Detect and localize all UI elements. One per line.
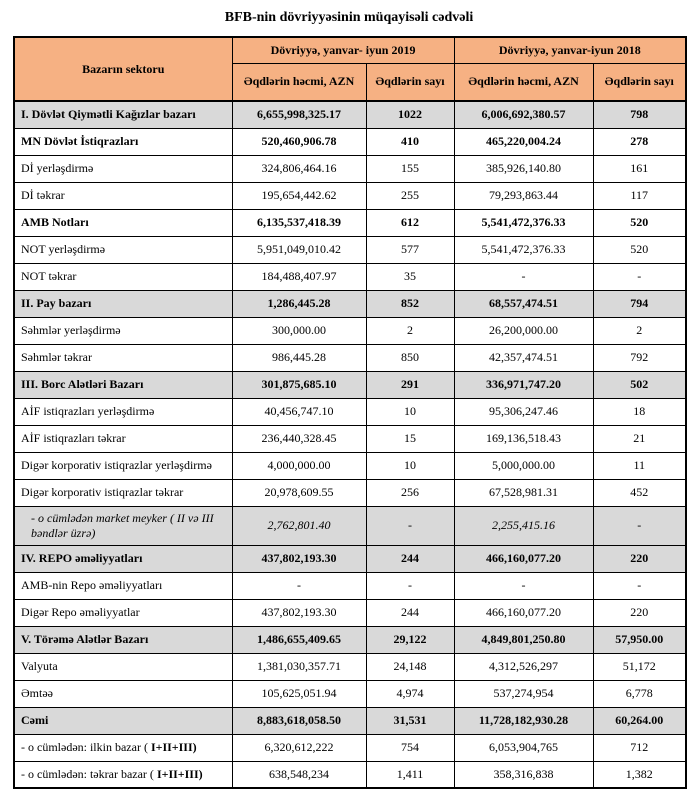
- table-row: [14, 344, 686, 371]
- row-label-bold-suffix: I+II+III): [147, 740, 197, 754]
- cell-count-2019: 410: [366, 128, 454, 155]
- row-label: Valyuta: [14, 653, 232, 680]
- cell-volume-2019: 105,625,051.94: [232, 680, 366, 707]
- row-label: AİF istiqrazları təkrar: [14, 425, 232, 452]
- cell-volume-2018: 67,528,981.31: [454, 479, 593, 506]
- cell-volume-2019: 520,460,906.78: [232, 128, 366, 155]
- cell-count-2019: 1,411: [366, 761, 454, 788]
- col-header-count-2018: Əqdlərin sayı: [593, 63, 686, 101]
- cell-count-2019: 10: [366, 452, 454, 479]
- cell-volume-2018: 26,200,000.00: [454, 317, 593, 344]
- col-header-group-2018: Dövriyyə, yanvar-iyun 2018: [454, 37, 686, 63]
- cell-volume-2019: 6,655,998,325.17: [232, 101, 366, 128]
- table-row: [14, 155, 686, 182]
- table-row: [14, 761, 686, 788]
- cell-volume-2019: 6,320,612,222: [232, 734, 366, 761]
- table-row: [14, 680, 686, 707]
- cell-count-2019: 1022: [366, 101, 454, 128]
- cell-count-2019: 754: [366, 734, 454, 761]
- cell-volume-2018: 5,541,472,376.33: [454, 209, 593, 236]
- cell-volume-2018: 4,849,801,250.80: [454, 626, 593, 653]
- cell-count-2018: 278: [593, 128, 686, 155]
- cell-count-2018: 1,382: [593, 761, 686, 788]
- table-row: [14, 101, 686, 128]
- cell-volume-2018: 336,971,747.20: [454, 371, 593, 398]
- row-label: - o cümlədən: ilkin bazar ( I+II+III): [14, 734, 232, 761]
- cell-volume-2018: -: [454, 263, 593, 290]
- row-label: I. Dövlət Qiymətli Kağızlar bazarı: [14, 101, 232, 128]
- cell-volume-2019: 300,000.00: [232, 317, 366, 344]
- cell-count-2019: 31,531: [366, 707, 454, 734]
- cell-count-2018: 220: [593, 545, 686, 572]
- row-label: MN Dövlət İstiqrazları: [14, 128, 232, 155]
- cell-count-2018: -: [593, 572, 686, 599]
- cell-volume-2019: 986,445.28: [232, 344, 366, 371]
- header-group-row: [14, 37, 686, 63]
- table-row: [14, 707, 686, 734]
- cell-volume-2019: 1,486,655,409.65: [232, 626, 366, 653]
- cell-count-2018: 11: [593, 452, 686, 479]
- cell-count-2018: 794: [593, 290, 686, 317]
- cell-count-2018: -: [593, 506, 686, 545]
- col-header-sector: Bazarın sektoru: [14, 37, 232, 101]
- cell-count-2019: 256: [366, 479, 454, 506]
- table-row: [14, 209, 686, 236]
- cell-volume-2019: 5,951,049,010.42: [232, 236, 366, 263]
- row-label: Dİ yerləşdirmə: [14, 155, 232, 182]
- row-label: IV. REPO əməliyyatları: [14, 545, 232, 572]
- row-label: NOT yerləşdirmə: [14, 236, 232, 263]
- cell-volume-2018: 42,357,474.51: [454, 344, 593, 371]
- cell-count-2018: 21: [593, 425, 686, 452]
- cell-count-2018: 117: [593, 182, 686, 209]
- row-label: AMB Notları: [14, 209, 232, 236]
- cell-volume-2018: 79,293,863.44: [454, 182, 593, 209]
- row-label: Əmtəə: [14, 680, 232, 707]
- row-label: III. Borc Alətləri Bazarı: [14, 371, 232, 398]
- row-label-bold-suffix: I+II+III): [153, 766, 203, 781]
- row-label: Digər Repo əməliyyatlar: [14, 599, 232, 626]
- cell-count-2018: 712: [593, 734, 686, 761]
- cell-count-2018: 452: [593, 479, 686, 506]
- cell-volume-2018: 6,053,904,765: [454, 734, 593, 761]
- cell-volume-2019: 638,548,234: [232, 761, 366, 788]
- cell-count-2018: 57,950.00: [593, 626, 686, 653]
- cell-volume-2018: -: [454, 572, 593, 599]
- cell-volume-2018: 95,306,247.46: [454, 398, 593, 425]
- cell-volume-2018: 5,000,000.00: [454, 452, 593, 479]
- cell-count-2019: 291: [366, 371, 454, 398]
- row-label: - o cümlədən: təkrar bazar ( I+II+III): [14, 761, 232, 788]
- cell-volume-2018: 465,220,004.24: [454, 128, 593, 155]
- cell-volume-2018: 466,160,077.20: [454, 599, 593, 626]
- cell-count-2019: -: [366, 572, 454, 599]
- cell-count-2019: 10: [366, 398, 454, 425]
- table-row: [14, 653, 686, 680]
- row-label: V. Törəmə Alətlər Bazarı: [14, 626, 232, 653]
- cell-volume-2019: -: [232, 572, 366, 599]
- cell-volume-2019: 437,802,193.30: [232, 545, 366, 572]
- cell-volume-2019: 2,762,801.40: [232, 506, 366, 545]
- row-label: - o cümlədən market meyker ( II və III bəndlər üzrə): [14, 506, 232, 545]
- cell-count-2019: 255: [366, 182, 454, 209]
- cell-volume-2019: 1,381,030,357.71: [232, 653, 366, 680]
- table-row: [14, 506, 686, 545]
- row-label: Cəmi: [14, 707, 232, 734]
- table-row: [14, 545, 686, 572]
- cell-volume-2019: 40,456,747.10: [232, 398, 366, 425]
- cell-count-2018: 18: [593, 398, 686, 425]
- row-label: Digər korporativ istiqrazlar yerləşdirmə: [14, 452, 232, 479]
- cell-volume-2019: 437,802,193.30: [232, 599, 366, 626]
- cell-count-2018: 220: [593, 599, 686, 626]
- row-label: Digər korporativ istiqrazlar təkrar: [14, 479, 232, 506]
- table-row: [14, 317, 686, 344]
- cell-volume-2019: 184,488,407.97: [232, 263, 366, 290]
- cell-volume-2019: 20,978,609.55: [232, 479, 366, 506]
- cell-count-2019: 35: [366, 263, 454, 290]
- cell-count-2018: 798: [593, 101, 686, 128]
- col-header-volume-2018: Əqdlərin həcmi, AZN: [454, 63, 593, 101]
- cell-count-2019: -: [366, 506, 454, 545]
- cell-count-2018: 520: [593, 209, 686, 236]
- turnover-comparison-table: [13, 36, 687, 789]
- cell-volume-2019: 301,875,685.10: [232, 371, 366, 398]
- cell-count-2019: 4,974: [366, 680, 454, 707]
- table-row: [14, 398, 686, 425]
- table-row: [14, 572, 686, 599]
- cell-volume-2018: 358,316,838: [454, 761, 593, 788]
- col-header-group-2019: Dövriyyə, yanvar- iyun 2019: [232, 37, 454, 63]
- cell-volume-2019: 1,286,445.28: [232, 290, 366, 317]
- table-row: [14, 236, 686, 263]
- cell-count-2019: 850: [366, 344, 454, 371]
- cell-count-2018: 2: [593, 317, 686, 344]
- cell-volume-2019: 195,654,442.62: [232, 182, 366, 209]
- cell-volume-2018: 169,136,518.43: [454, 425, 593, 452]
- cell-count-2018: 6,778: [593, 680, 686, 707]
- cell-volume-2019: 324,806,464.16: [232, 155, 366, 182]
- cell-count-2019: 577: [366, 236, 454, 263]
- table-row: [14, 371, 686, 398]
- page-title: BFB-nin dövriyyəsinin müqayisəli cədvəli: [224, 10, 474, 25]
- row-label: Səhmlər yerləşdirmə: [14, 317, 232, 344]
- cell-volume-2019: 4,000,000.00: [232, 452, 366, 479]
- cell-volume-2018: 68,557,474.51: [454, 290, 593, 317]
- cell-volume-2018: 385,926,140.80: [454, 155, 593, 182]
- table-header: [14, 37, 686, 101]
- table-body: [14, 101, 686, 788]
- cell-count-2018: 51,172: [593, 653, 686, 680]
- cell-count-2019: 852: [366, 290, 454, 317]
- cell-volume-2018: 5,541,472,376.33: [454, 236, 593, 263]
- col-header-volume-2019: Əqdlərin həcmi, AZN: [232, 63, 366, 101]
- table-row: [14, 626, 686, 653]
- cell-volume-2018: 11,728,182,930.28: [454, 707, 593, 734]
- table-row: [14, 182, 686, 209]
- table-row: [14, 599, 686, 626]
- cell-volume-2019: 8,883,618,058.50: [232, 707, 366, 734]
- table-row: [14, 425, 686, 452]
- cell-count-2019: 244: [366, 599, 454, 626]
- row-label: NOT təkrar: [14, 263, 232, 290]
- cell-count-2019: 612: [366, 209, 454, 236]
- table-row: [14, 479, 686, 506]
- table-row: [14, 452, 686, 479]
- row-label: AİF istiqrazları yerləşdirmə: [14, 398, 232, 425]
- table-row: [14, 128, 686, 155]
- cell-volume-2018: 537,274,954: [454, 680, 593, 707]
- cell-count-2019: 24,148: [366, 653, 454, 680]
- cell-count-2018: 502: [593, 371, 686, 398]
- row-label: Dİ təkrar: [14, 182, 232, 209]
- row-label: II. Pay bazarı: [14, 290, 232, 317]
- cell-count-2019: 244: [366, 545, 454, 572]
- row-label: AMB-nin Repo əməliyyatları: [14, 572, 232, 599]
- cell-volume-2018: 466,160,077.20: [454, 545, 593, 572]
- cell-volume-2018: 6,006,692,380.57: [454, 101, 593, 128]
- table-row: [14, 263, 686, 290]
- cell-count-2019: 15: [366, 425, 454, 452]
- cell-volume-2018: 4,312,526,297: [454, 653, 593, 680]
- col-header-count-2019: Əqdlərin sayı: [366, 63, 454, 101]
- cell-count-2018: 161: [593, 155, 686, 182]
- cell-count-2019: 29,122: [366, 626, 454, 653]
- cell-count-2019: 155: [366, 155, 454, 182]
- cell-volume-2019: 6,135,537,418.39: [232, 209, 366, 236]
- cell-count-2018: 792: [593, 344, 686, 371]
- table-row: [14, 734, 686, 761]
- cell-count-2018: 520: [593, 236, 686, 263]
- row-label: Səhmlər təkrar: [14, 344, 232, 371]
- cell-count-2018: -: [593, 263, 686, 290]
- table-row: [14, 290, 686, 317]
- cell-count-2018: 60,264.00: [593, 707, 686, 734]
- cell-volume-2018: 2,255,415.16: [454, 506, 593, 545]
- cell-volume-2019: 236,440,328.45: [232, 425, 366, 452]
- cell-count-2019: 2: [366, 317, 454, 344]
